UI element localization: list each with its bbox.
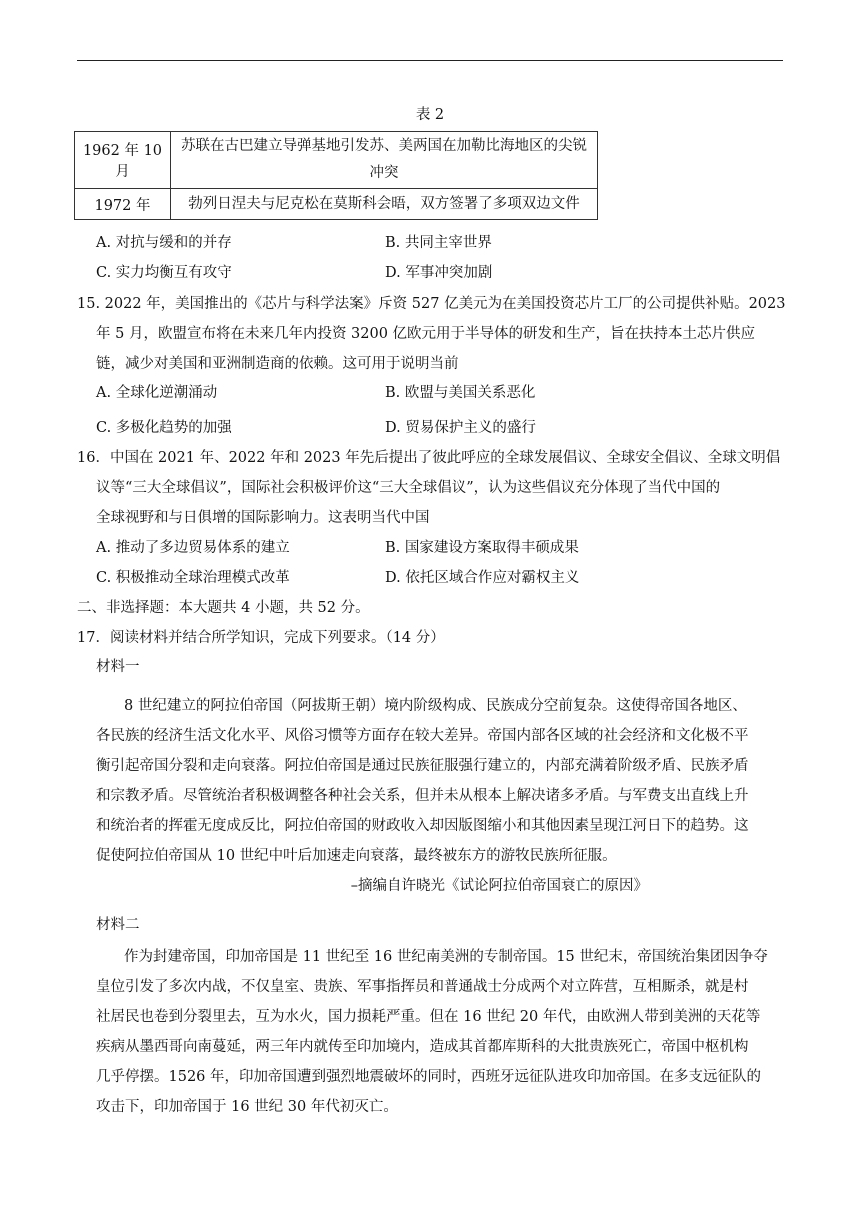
material-2-line: 疾病从墨西哥向南蔓延，两三年内就传至印加境内，造成其首都库斯科的大批贵族死亡，帝国中枢机构 (96, 1039, 749, 1055)
material-1-line: 各民族的经济生活文化水平、风俗习惯等方面存在较大差异。帝国内部各区域的社会经济和文化极不平 (96, 728, 749, 744)
q16-stem-line-2: 议等“三大全球倡议”，国际社会积极评价这“三大全球倡议”，认为这些倡议充分体现了当代中国的 (96, 480, 721, 496)
table-cell-year: 1962 年 10 月 (75, 132, 171, 189)
material-1-line: 8 世纪建立的阿拉伯帝国（阿拔斯王朝）境内阶级构成、民族成分空前复杂。这使得帝国各地区、 (124, 698, 747, 714)
q15-option-d: D. 贸易保护主义的盛行 (385, 420, 536, 436)
q14-option-a: A. 对抗与缓和的并存 (96, 235, 232, 251)
table-caption: 表 2 (415, 107, 445, 123)
table-row (75, 189, 598, 220)
material-1-line: 衡引起帝国分裂和走向衰落。阿拉伯帝国是通过民族征服强行建立的，内部充满着阶级矛盾、民族矛盾 (96, 758, 749, 774)
q16-option-a: A. 推动了多边贸易体系的建立 (96, 540, 290, 556)
material-2-line: 社居民也卷到分裂里去，互为水火，国力损耗严重。但在 16 世纪 20 年代，由欧洲人带到美洲的天花等 (96, 1009, 761, 1025)
q16-option-b: B. 国家建设方案取得丰硕成果 (385, 540, 579, 556)
q17-stem: 17．阅读材料并结合所学知识，完成下列要求。（14 分） (77, 630, 445, 646)
q16-option-d: D. 依托区域合作应对霸权主义 (385, 570, 580, 586)
q15-stem-line-2: 年 5 月，欧盟宣布将在未来几年内投资 3200 亿欧元用于半导体的研发和生产，旨在扶持本土芯片供应 (96, 326, 756, 342)
material-2-line: 攻击下，印加帝国于 16 世纪 30 年代初灭亡。 (96, 1099, 398, 1115)
material-1-line: 促使阿拉伯帝国从 10 世纪中叶后加速走向衰落，最终被东方的游牧民族所征服。 (96, 848, 617, 864)
table-row (75, 132, 598, 189)
q16-stem-line-1: 16．中国在 2021 年、2022 年和 2023 年先后提出了彼此呼应的全球发展倡议、全球安全倡议、全球文明倡 (77, 450, 781, 466)
q15-option-b: B. 欧盟与美国关系恶化 (385, 385, 536, 401)
q16-option-c: C. 积极推动全球治理模式改革 (96, 570, 290, 586)
material-2-line: 几乎停摆。1526 年，印加帝国遭到强烈地震破坏的同时，西班牙远征队进攻印加帝国。在多支远征队的 (96, 1069, 762, 1085)
material-2-label: 材料二 (96, 917, 140, 933)
material-1-line: 和宗教矛盾。尽管统治者积极调整各种社会关系，但并未从根本上解决诸多矛盾。与军费支出直线上升 (96, 788, 749, 804)
q15-option-a: A. 全球化逆潮涌动 (96, 385, 218, 401)
q14-option-d: D. 军事冲突加剧 (385, 265, 493, 281)
q16-stem-line-3: 全球视野和与日俱增的国际影响力。这表明当代中国 (96, 510, 430, 526)
section-heading: 二、非选择题：本大题共 4 小题，共 52 分。 (77, 600, 370, 616)
q15-stem-line-3: 链，减少对美国和亚洲制造商的依赖。这可用于说明当前 (96, 356, 459, 372)
material-2-line: 皇位引发了多次内战，不仅皇室、贵族、军事指挥员和普通战士分成两个对立阵营，互相厮杀，就是村 (96, 979, 749, 995)
q14-option-b: B. 共同主宰世界 (385, 235, 492, 251)
history-table (74, 131, 598, 220)
table-cell-event: 苏联在古巴建立导弹基地引发苏、美两国在加勒比海地区的尖锐冲突 (171, 132, 598, 189)
header-rule (77, 60, 783, 61)
table-cell-year: 1972 年 (75, 189, 171, 220)
material-1-line: 和统治者的挥霍无度成反比，阿拉伯帝国的财政收入却因版图缩小和其他因素呈现江河日下的趋势。这 (96, 818, 749, 834)
q14-option-c: C. 实力均衡互有攻守 (96, 265, 232, 281)
material-1-label: 材料一 (96, 659, 140, 675)
q15-stem-line-1: 15. 2022 年，美国推出的《芯片与科学法案》斥资 527 亿美元为在美国投资芯片工厂的公司提供补贴。2023 (77, 296, 786, 312)
q15-option-c: C. 多极化趋势的加强 (96, 420, 232, 436)
table-cell-event: 勃列日涅夫与尼克松在莫斯科会晤，双方签署了多项双边文件 (171, 189, 598, 220)
material-2-line: 作为封建帝国，印加帝国是 11 世纪至 16 世纪南美洲的专制帝国。15 世纪末，帝国统治集团因争夺 (124, 949, 768, 965)
material-1-source: –摘编自许晓光《试论阿拉伯帝国衰亡的原因》 (350, 878, 648, 894)
